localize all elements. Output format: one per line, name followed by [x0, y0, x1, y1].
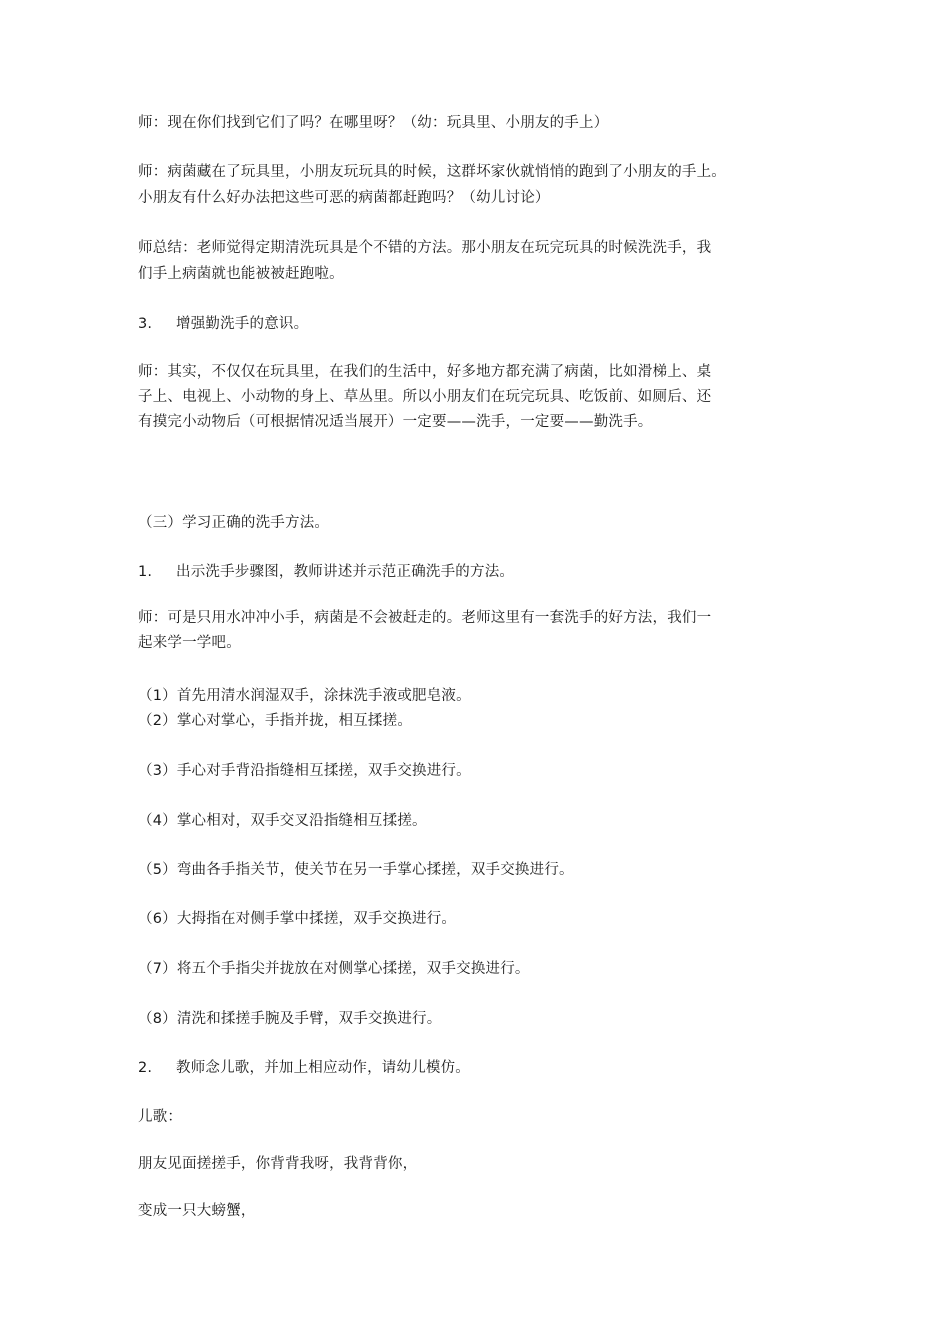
item-number: 1.: [138, 564, 153, 580]
paragraph-germs-hidden-line2: 小朋友有什么好办法把这些可恶的病菌都赶跑吗？（幼儿讨论）: [138, 190, 550, 206]
numbered-item-2: [138, 1057, 470, 1079]
paragraph-germs-everywhere-line1: 师：其实，不仅仅在玩具里，在我们的生活中，好多地方都充满了病菌，比如滑梯上、桌: [138, 364, 712, 380]
paragraph-teacher-summary-line2: 们手上病菌就也能被被赶跑啦。: [138, 266, 344, 282]
handwash-step-4: （4）掌心相对，双手交叉沿指缝相互揉搓。: [138, 813, 427, 829]
item-text: 增强勤洗手的意识。: [176, 316, 309, 332]
paragraph-handwash-intro-line1: 师：可是只用水冲冲小手，病菌是不会被赶走的。老师这里有一套洗手的好方法，我们一: [138, 610, 712, 626]
handwash-step-8: （8）清洗和揉搓手腕及手臂，双手交换进行。: [138, 1011, 442, 1027]
paragraph-teacher-summary-line1: 师总结：老师觉得定期清洗玩具是个不错的方法。那小朋友在玩完玩具的时候洗洗手，我: [138, 240, 712, 256]
paragraph-handwash-intro-line2: 起来学一学吧。: [138, 635, 241, 651]
handwash-step-5: （5）弯曲各手指关节，使关节在另一手掌心揉搓，双手交换进行。: [138, 862, 574, 878]
paragraph-found-germs: 师：现在你们找到它们了吗？在哪里呀？（幼：玩具里、小朋友的手上）: [138, 115, 609, 131]
song-line-1: 朋友见面搓搓手，你背背我呀，我背背你，: [138, 1156, 418, 1172]
handwash-step-1: （1）首先用清水润湿双手，涂抹洗手液或肥皂液。: [138, 688, 471, 704]
handwash-step-3: （3）手心对手背沿指缝相互揉搓，双手交换进行。: [138, 763, 471, 779]
item-text: 出示洗手步骤图，教师讲述并示范正确洗手的方法。: [176, 564, 515, 580]
section-heading-3: （三）学习正确的洗手方法。: [138, 515, 330, 531]
paragraph-germs-hidden-line1: 师：病菌藏在了玩具里，小朋友玩玩具的时候，这群坏家伙就悄悄的跑到了小朋友的手上。: [138, 164, 726, 180]
paragraph-germs-everywhere-line2: 子上、电视上、小动物的身上、草丛里。所以小朋友们在玩完玩具、吃饭前、如厕后、还: [138, 389, 712, 405]
numbered-item-1: [138, 561, 514, 583]
handwash-step-7: （7）将五个手指尖并拢放在对侧掌心揉搓，双手交换进行。: [138, 961, 530, 977]
song-line-2: 变成一只大螃蟹，: [138, 1203, 256, 1219]
item-number: 3.: [138, 316, 153, 332]
numbered-item-3: [138, 313, 308, 335]
song-label: 儿歌：: [138, 1109, 183, 1125]
handwash-step-6: （6）大拇指在对侧手掌中揉搓，双手交换进行。: [138, 911, 457, 927]
item-number: 2.: [138, 1060, 153, 1076]
handwash-step-2: （2）掌心对掌心，手指并拢，相互揉搓。: [138, 713, 413, 729]
item-text: 教师念儿歌，并加上相应动作，请幼儿模仿。: [176, 1060, 470, 1076]
paragraph-germs-everywhere-line3: 有摸完小动物后（可根据情况适当展开）一定要——洗手，一定要——勤洗手。: [138, 414, 653, 430]
